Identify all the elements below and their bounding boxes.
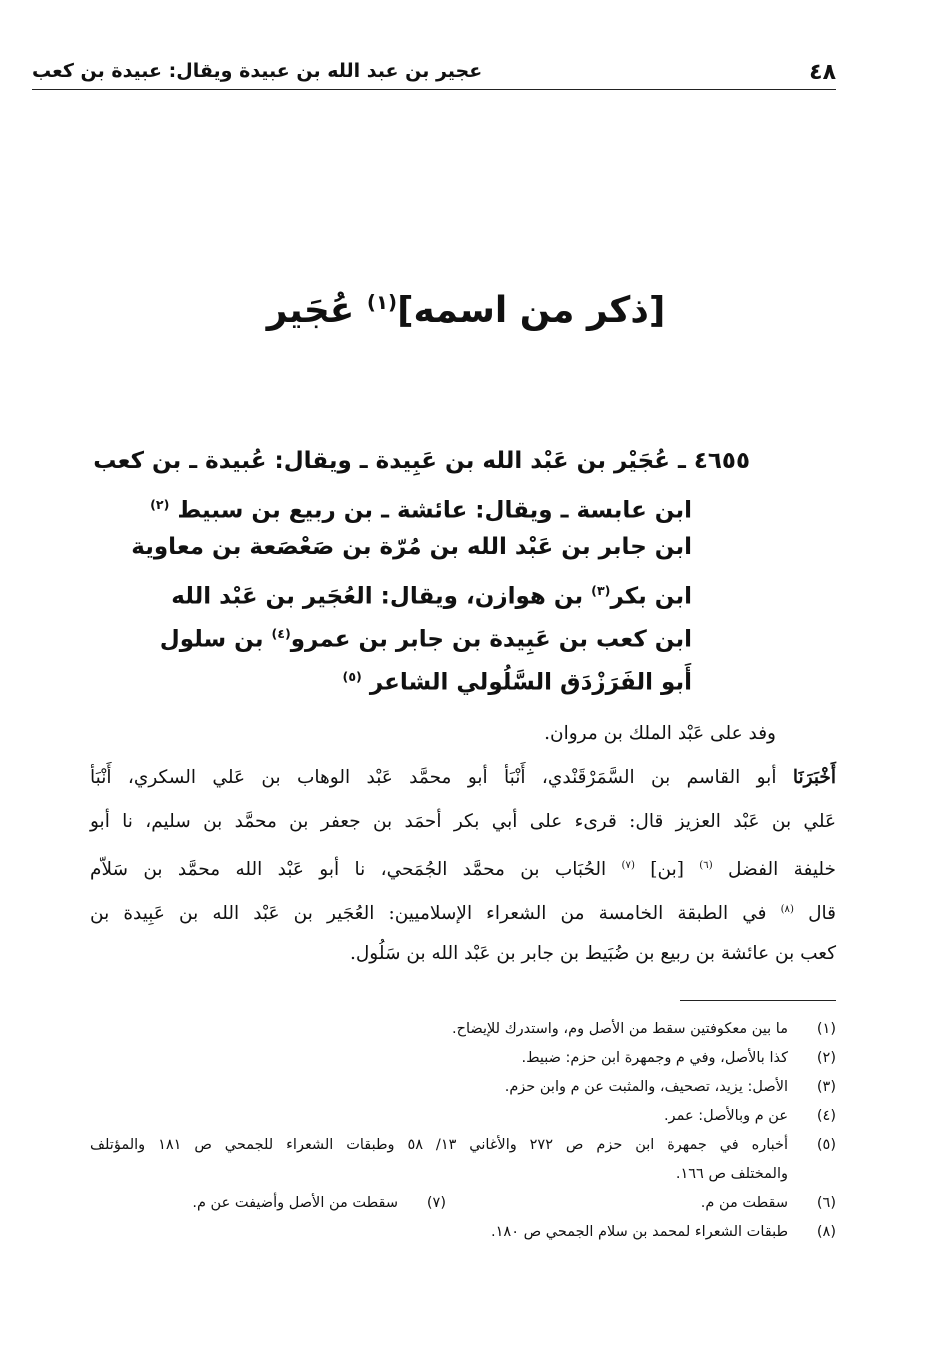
footnote-number: (٦) <box>816 1195 836 1211</box>
body-line-6: كعب بن عائشة بن ربيع بن ضُبَيط بن جابر بن عَبْد الله بن سَلُول. <box>349 943 836 964</box>
footnote-text: سقطت من م. <box>700 1195 788 1211</box>
entry-line-3: ابن جابر بن عَبْد الله بن مُرّة بن صَعْصَعة بن معاوية <box>131 534 692 560</box>
footnote-ref-6: (٦) <box>699 860 713 871</box>
footnote-text: سقطت من الأصل وأضيفت عن م. <box>192 1195 398 1211</box>
footnote-text: ما بين معكوفتين سقط من الأصل وم، واستدرك للإيضاح. <box>452 1021 788 1037</box>
footnote-number: (١) <box>816 1021 836 1037</box>
footnote-text: أخباره في جمهرة ابن حزم ص ٢٧٢ والأغاني ١٣/ ٥٨ وطبقات الشعراء للجمحي ص ١٨١ والمؤتلف <box>90 1137 789 1153</box>
footnote-ref-7: (٧) <box>621 860 635 871</box>
footnote-ref-3: (٣) <box>591 583 611 598</box>
entry-line-1: ٤٦٥٥ ـ عُجَيْر بن عَبْد الله بن عَبِيدة ـ ويقال: عُبيدة ـ بن كعب <box>93 448 750 474</box>
footnote-number: (٨) <box>816 1224 836 1240</box>
entry-line-5-text-a: ابن كعب بن عَبِيدة بن جابر بن عمرو <box>290 626 692 653</box>
footnote-5 <box>90 1131 836 1189</box>
footnote-ref-1: (١) <box>366 291 398 314</box>
section-name: عُجَير <box>266 290 355 331</box>
body-line-1: وفد على عَبْد الملك بن مروان. <box>544 723 776 744</box>
body-line-2 <box>90 756 836 800</box>
footnote-text-continued: والمختلف ص ١٦٦. <box>675 1166 788 1182</box>
body-line-3: عَلي بن عَبْد العزيز قال: قرىء على أبي بكر أحمَد بن جعفر بن محمَّد بن سليم، نا أبو <box>90 811 836 832</box>
entry-line-2 <box>130 483 750 526</box>
entry-line-4-text-b: بن هوازن، ويقال: العُجَير بن عَبْد الله <box>171 583 592 610</box>
footnote-ref-4: (٤) <box>271 626 291 641</box>
entry-line-4 <box>130 569 750 612</box>
akhbarana-lead: أَخْبَرَنَا <box>792 767 836 788</box>
footnote-number: (٧) <box>426 1195 446 1211</box>
entry-line-5 <box>130 612 750 655</box>
header-rule <box>32 89 836 90</box>
footnote-ref-5: (٥) <box>342 669 362 684</box>
footnote-number: (٣) <box>816 1079 836 1095</box>
running-header <box>32 58 836 90</box>
footnote-8 <box>90 1218 836 1247</box>
body-line-4-text-a: خليفة الفضل <box>728 859 836 881</box>
entry-line-5-text-b: بن سلول <box>159 626 272 653</box>
footnote-3 <box>90 1073 836 1102</box>
footnotes <box>90 1015 836 1247</box>
body-line-4 <box>90 844 836 888</box>
entry-line-6-text: أَبو الفَرَزْدَق السَّلُولي الشاعر <box>369 669 692 696</box>
section-title-text: [ذكر من اسمه] <box>397 290 666 331</box>
biography-entry <box>93 440 750 698</box>
section-title <box>0 290 932 331</box>
entry-line-2-text: ابن عابسة ـ ويقال: عائشة ـ بن ربيع بن سبيط <box>177 497 692 524</box>
footnote-text: كذا بالأصل، وفي م وجمهرة ابن حزم: ضبيط. <box>521 1050 788 1066</box>
body-line-4-text-c: الحُبَاب بن محمَّد الجُمَحي، نا أبو عَبْد الله محمَّد بن سَلاّم <box>90 859 622 881</box>
footnote-text: الأصل: يزيد، تصحيف، والمثبت عن م وابن حزم. <box>504 1079 788 1095</box>
footnote-text: عن م وبالأصل: عمر. <box>663 1108 788 1124</box>
footnote-number: (٤) <box>816 1108 836 1124</box>
body-line-5-text-b: في الطبقة الخامسة من الشعراء الإسلاميين: العُجَير بن عَبْد الله بن عَبِيدة بن <box>90 903 781 925</box>
footnote-ref-2: (٢) <box>150 497 170 512</box>
footnote-1 <box>90 1015 836 1044</box>
footnote-4 <box>90 1102 836 1131</box>
page-number: ٤٨ <box>809 60 836 85</box>
footnote-rule <box>680 1000 836 1001</box>
footnote-text: طبقات الشعراء لمحمد بن سلام الجمحي ص ١٨٠. <box>491 1224 788 1240</box>
body-text <box>90 712 836 976</box>
body-line-5-text-a: قال <box>808 903 836 925</box>
footnote-6-7 <box>90 1189 836 1218</box>
body-line-2-text: أبو القاسم بن السَّمَرْقَنْدي، أَنْبَأ أبو محمَّد عَبْد الوهاب بن عَلي السكري، أَنْبَأ <box>90 767 793 788</box>
running-title: عجير بن عبد الله بن عبيدة ويقال: عبيدة بن كعب <box>32 60 483 82</box>
body-line-5 <box>90 888 836 932</box>
entry-line-4-text-a: ابن بكر <box>610 583 692 610</box>
body-line-4-text-b: [بن] <box>650 859 700 881</box>
footnote-number: (٥) <box>816 1137 836 1153</box>
footnote-number: (٢) <box>816 1050 836 1066</box>
footnote-2 <box>90 1044 836 1073</box>
footnote-ref-8: (٨) <box>780 904 794 915</box>
entry-line-6 <box>130 655 750 698</box>
